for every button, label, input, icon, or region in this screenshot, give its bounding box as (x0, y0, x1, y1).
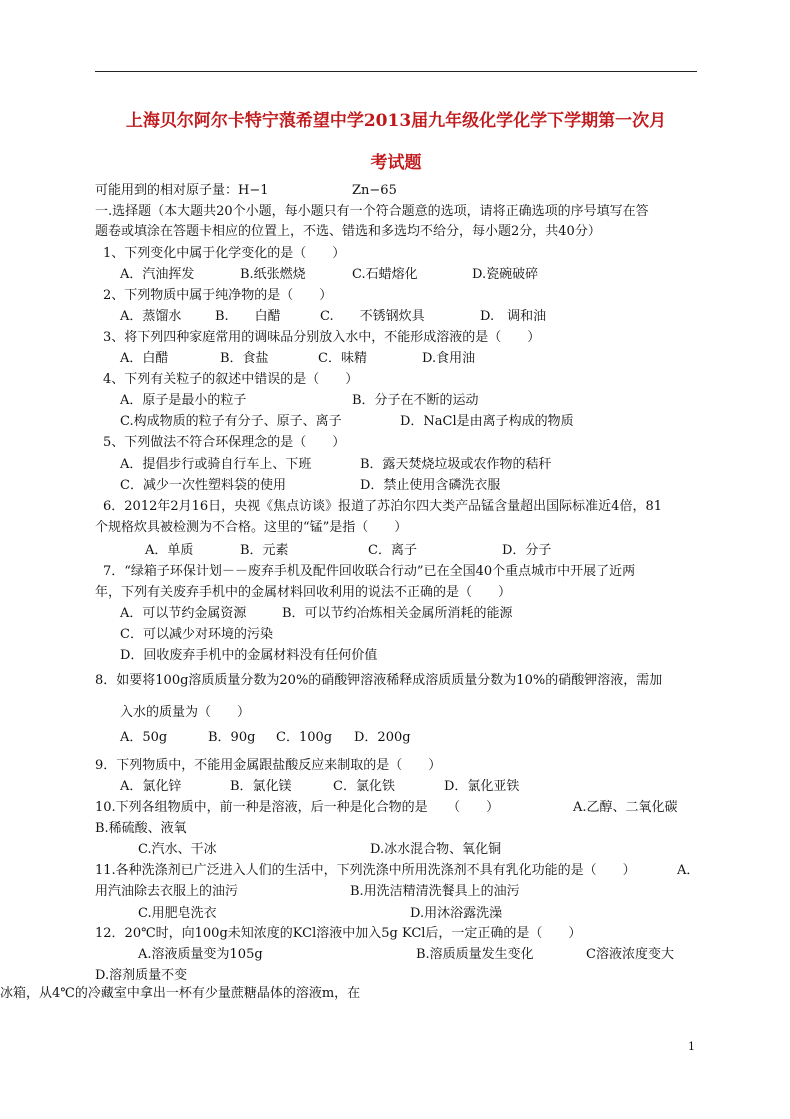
question-6-option-a: A．单质 (145, 543, 194, 558)
question-9-option-c: C．氯化铁 (333, 779, 395, 794)
header-rule (95, 71, 697, 72)
section-heading-line1: 一.选择题（本大题共20个小题，每小题只有一个符合题意的选项，请将正确选项的序号填写在答 (95, 204, 649, 219)
question-1-option-d: D.瓷碗破碎 (472, 267, 539, 282)
question-1-option-b: B.纸张燃烧 (240, 267, 306, 282)
question-2-stem: 2、下列物质中属于纯净物的是（ ） (103, 288, 333, 303)
atomic-mass-label: 可能用到的相对原子量：H−1 (95, 183, 269, 198)
question-1-option-a: A．汽油挥发 (120, 267, 195, 282)
section-heading-line2: 题卷或填涂在答题卡相应的位置上，不选、错选和多选均不给分，每小题2分，共40分） (95, 224, 601, 239)
question-8-stem-line1: 8．如要将100g溶质质量分数为20%的硝酸钾溶液稀释成溶质质量分数为10%的硝酸钾溶液，需加 (95, 673, 663, 688)
question-3-option-b: B．食盐 (220, 351, 269, 366)
question-6-option-b: B．元素 (240, 543, 289, 558)
question-6-option-c: C．离子 (368, 543, 417, 558)
question-11-option-c: C.用肥皂洗衣 (138, 906, 217, 921)
question-4-stem: 4、下列有关粒子的叙述中错误的是（ ） (103, 372, 359, 387)
question-6-stem-line1: 6．2012年2月16日，央视《焦点访谈》报道了苏泊尔四大类产品锰含量超出国际标准近4倍，81 (103, 499, 662, 514)
question-9-option-b: B．氯化镁 (230, 779, 292, 794)
question-10-option-c: C.汽水、干冰 (138, 842, 217, 857)
question-12-stem: 12．20℃时，向100g未知浓度的KCl溶液中加入5g KCl后，一定正确的是（ ） (95, 926, 582, 941)
question-5-option-b: B．露天焚烧垃圾或农作物的秸秆 (360, 457, 552, 472)
question-9-option-a: A．氯化锌 (120, 779, 182, 794)
question-8-stem-line2: 入水的质量为（ ） (120, 705, 251, 720)
document-title-line2: 考试题 (370, 153, 422, 173)
question-10-option-d: D.冰水混合物、氧化铜 (370, 842, 502, 857)
question-4-option-d: D．NaCl是由离子构成的物质 (400, 414, 574, 429)
question-8-option-c: C．100g (276, 730, 333, 745)
question-10-option-a: A.乙醇、二氧化碳 (573, 800, 678, 815)
question-8-option-d: D．200g (354, 730, 411, 745)
question-4-option-a: A．原子是最小的粒子 (120, 393, 247, 408)
question-2-option-b: B. 白醋 (215, 309, 281, 324)
question-7-stem-line2: 年，下列有关废弃手机中的金属材料回收利用的说法不正确的是（ ） (95, 585, 512, 600)
page-number: 1 (688, 1040, 695, 1053)
question-6-stem-line2: 个规格炊具被检测为不合格。这里的“锰”是指（ ） (95, 520, 408, 535)
question-7-option-c: C．可以减少对环境的污染 (120, 627, 273, 642)
question-6-option-d: D．分子 (502, 543, 552, 558)
question-5-stem: 5、下列做法不符合环保理念的是（ ） (103, 435, 346, 450)
question-10-stem: 10.下列各组物质中，前一种是溶液，后一种是化合物的是 （ ） (95, 800, 500, 815)
question-7-option-d: D．回收废弃手机中的金属材料没有任何价值 (120, 648, 378, 663)
question-5-option-c: C．减少一次性塑料袋的使用 (120, 478, 286, 493)
question-3-stem: 3、将下列四种家庭常用的调味品分别放入水中，不能形成溶液的是（ ） (103, 330, 541, 345)
question-8-option-b: B．90g (208, 730, 256, 745)
question-12-option-d: D.溶剂质量不变 (95, 968, 188, 983)
question-9-option-d: D．氯化亚铁 (444, 779, 520, 794)
question-3-option-a: A．白醋 (120, 351, 169, 366)
question-8-option-a: A．50g (120, 730, 168, 745)
question-11-option-a-prefix: A． (677, 863, 700, 878)
question-7-option-a: A．可以节约金属资源 (120, 606, 247, 621)
question-3-option-c: C．味精 (318, 351, 367, 366)
question-2-option-d: D. 调和油 (480, 309, 547, 324)
atomic-mass-zn: Zn−65 (352, 183, 397, 198)
question-12-option-b: B.溶质质量发生变化 (416, 947, 534, 962)
question-12-option-c: C溶液浓度变大 (586, 947, 674, 962)
question-2-option-c: C. 不锈钢炊具 (320, 309, 425, 324)
question-13-stem-partial: 冰箱，从4℃的冷藏室中拿出一杯有少量蔗糖晶体的溶液m，在 (0, 986, 361, 1001)
question-11-option-b: B.用洗洁精清洗餐具上的油污 (350, 884, 520, 899)
question-10-option-b: B.稀硫酸、液氧 (95, 821, 187, 836)
question-2-option-a: A．蒸馏水 (120, 309, 182, 324)
question-11-option-a: 用汽油除去衣服上的油污 (95, 884, 239, 899)
question-11-stem: 11.各种洗涤剂已广泛进入人们的生活中，下列洗涤中所用洗涤剂不具有乳化功能的是（ ） (95, 863, 636, 878)
question-4-option-c: C.构成物质的粒子有分子、原子、离子 (120, 414, 342, 429)
question-5-option-a: A．提倡步行或骑自行车上、下班 (120, 457, 312, 472)
document-title-line1: 上海贝尔阿尔卡特宁蒗希望中学2013届九年级化学化学下学期第一次月 (125, 111, 667, 131)
question-9-stem: 9．下列物质中，不能用金属跟盐酸反应来制取的是（ ） (95, 758, 442, 773)
question-11-option-d: D.用沐浴露洗澡 (410, 906, 503, 921)
question-1-option-c: C.石蜡熔化 (352, 267, 418, 282)
question-7-stem-line1: 7．“绿箱子环保计划－－废弃手机及配件回收联合行动”已在全国40个重点城市中开展了近两 (103, 564, 636, 579)
question-4-option-b: B．分子在不断的运动 (352, 393, 479, 408)
question-3-option-d: D.食用油 (422, 351, 476, 366)
question-12-option-a: A.溶液质量变为105g (138, 947, 263, 962)
question-5-option-d: D．禁止使用含磷洗衣服 (360, 478, 501, 493)
question-7-option-b: B．可以节约冶炼相关金属所消耗的能源 (282, 606, 513, 621)
question-1-stem: 1、下列变化中属于化学变化的是（ ） (103, 246, 346, 261)
